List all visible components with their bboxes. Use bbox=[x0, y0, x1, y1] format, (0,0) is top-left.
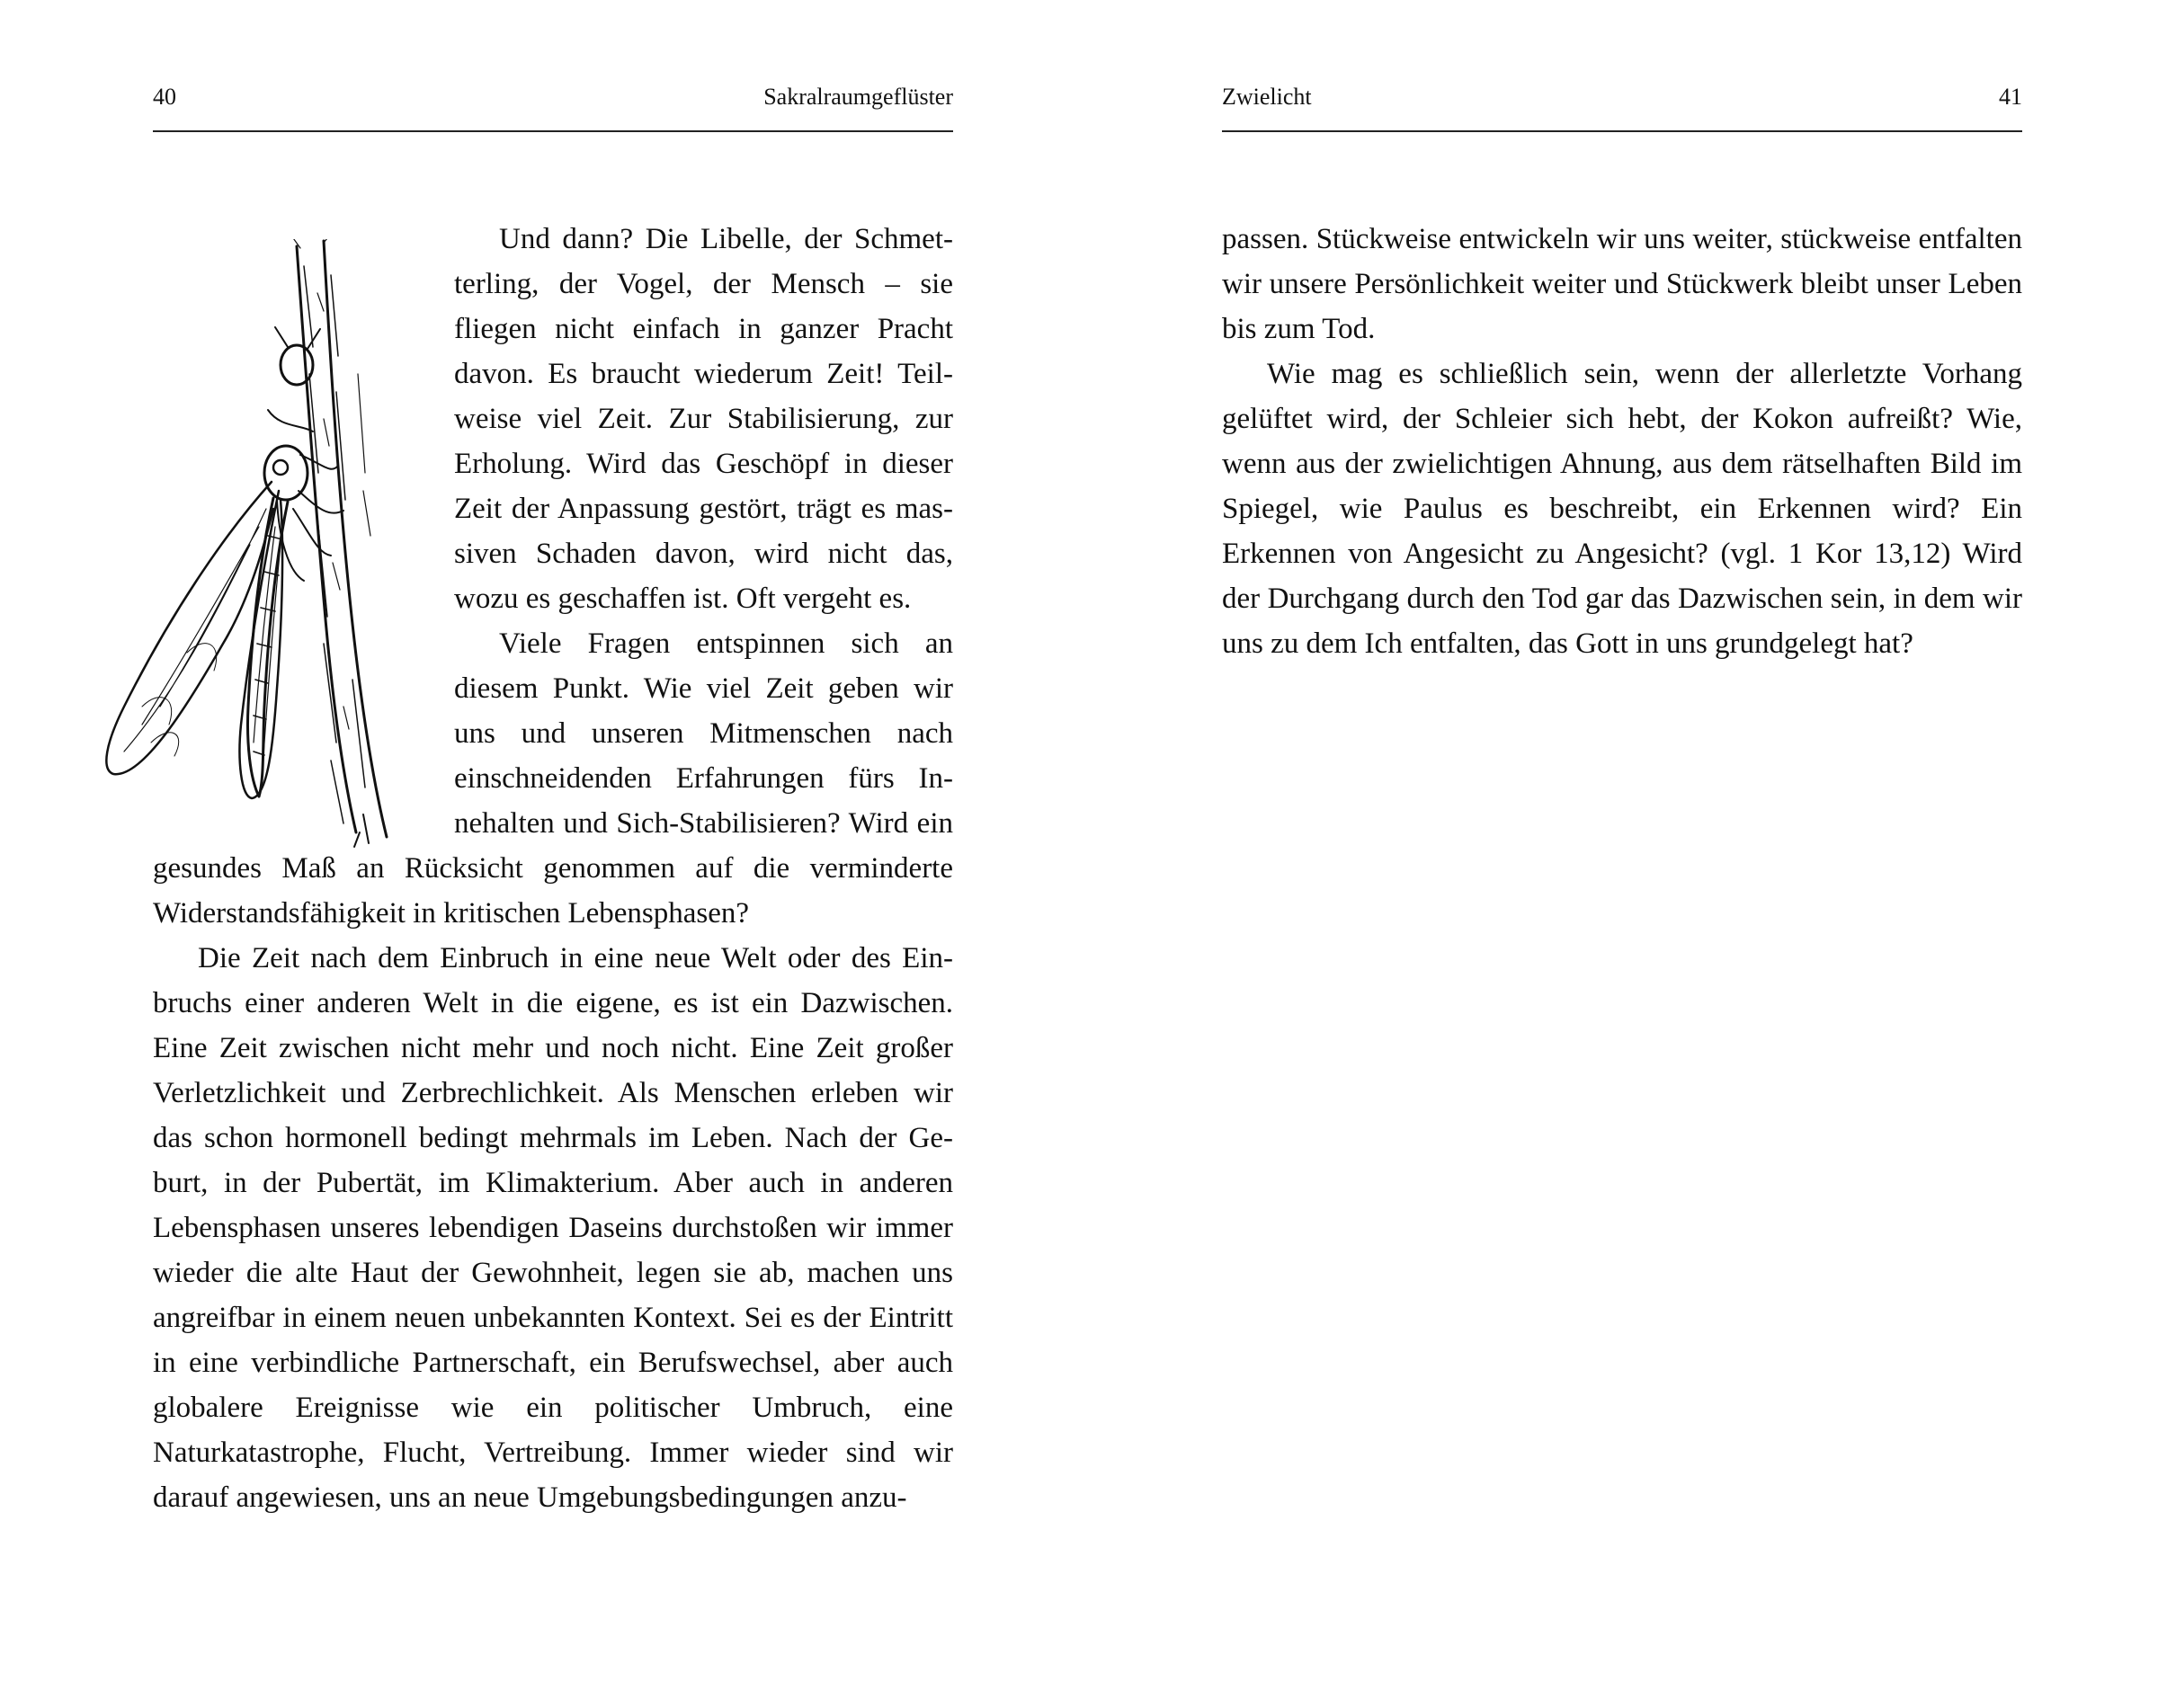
header-rule-left bbox=[153, 130, 953, 132]
page-number-left: 40 bbox=[153, 84, 176, 110]
running-title-left: Sakralraumgeflüster bbox=[763, 84, 953, 110]
right-page bbox=[1222, 0, 2022, 1708]
paragraph: Die Zeit nach dem Einbruch in eine neue Welt oder des Einbruchs einer anderen Welt in die eigene, es ist ein Dazwischen. Eine Zeit zwischen nicht mehr und noch nicht. Eine Zeit großer Verletzlichkeit und Zerbrechlichkeit. Als Menschen erleben wir das schon hormonell bedingt mehrmals im Leben. Nach der Geburt, in der Pubertät, im Klimakterium. Aber auch in anderen Lebensphasen unseres lebendigen Daseins durchstoßen wir immer wieder die alte Haut der Gewohnheit, legen sie ab, machen uns angreifbar in einem neuen unbekannten Kontext. Sei es der Eintritt in eine verbindliche Partnerschaft, ein Berufswechsel, aber auch globalere Ereignisse wie ein politischer Umbruch, eine Naturkatastrophe, Flucht, Vertreibung. Immer wieder sind wir darauf angewiesen, uns an neue Umgebungsbedingungen anzu- bbox=[153, 942, 953, 1514]
paragraph: Wie mag es schließlich sein, wenn der allerletzte Vorhang gelüftet wird, der Schleier sich hebt, der Kokon aufreißt? Wie, wenn aus der zwielichtigen Ahnung, aus dem rätselhaften Bild im Spiegel, wie Paulus es beschreibt, ein Erkennen wird? Ein Erkennen von Angesicht zu Angesicht? (vgl. 1 Kor 13,12) Wird der Durchgang durch den Tod gar das Dazwischen sein, in dem wir uns zu dem Ich entfalten, das Gott in uns grundgelegt hat? bbox=[1222, 358, 2022, 660]
header-rule-right bbox=[1222, 130, 2022, 132]
paragraph: Und dann? Die Libelle, der Schmetterling, der Vogel, der Mensch – sie fliegen nicht einfach in ganzer Pracht davon. Es braucht wiederum Zeit! Teilweise viel Zeit. Zur Stabilisierung, zur Erholung. Wird das Geschöpf in dieser Zeit der Anpassung gestört, trägt es massiven Schaden davon, wird nicht das, wozu es geschaffen ist. Oft vergeht es. bbox=[454, 223, 953, 615]
left-page-body bbox=[153, 217, 953, 1520]
left-page bbox=[153, 0, 953, 1708]
page-number-right: 41 bbox=[1999, 84, 2022, 110]
running-head-left bbox=[153, 79, 953, 115]
paragraph: Viele Fragen entspinnen sich an diesem Punkt. Wie viel Zeit geben wir uns und unseren Mitmenschen nach einschneidenden Erfahrungen fürs Innehalten und Sich-Stabilisieren? Wird ein gesundes Maß an Rücksicht genommen auf die verminderte Widerstandsfähigkeit in kritischen Lebensphasen? bbox=[153, 627, 953, 930]
paragraph: passen. Stückweise entwickeln wir uns weiter, stückweise entfalten wir unsere Persönlichkeit weiter und Stückwerk bleibt unser Leben bis zum Tod. bbox=[1222, 223, 2022, 345]
right-page-body bbox=[1222, 217, 2022, 666]
running-head-right bbox=[1222, 79, 2022, 115]
running-title-right: Zwielicht bbox=[1222, 84, 1312, 110]
illustration-spacer bbox=[153, 217, 454, 846]
